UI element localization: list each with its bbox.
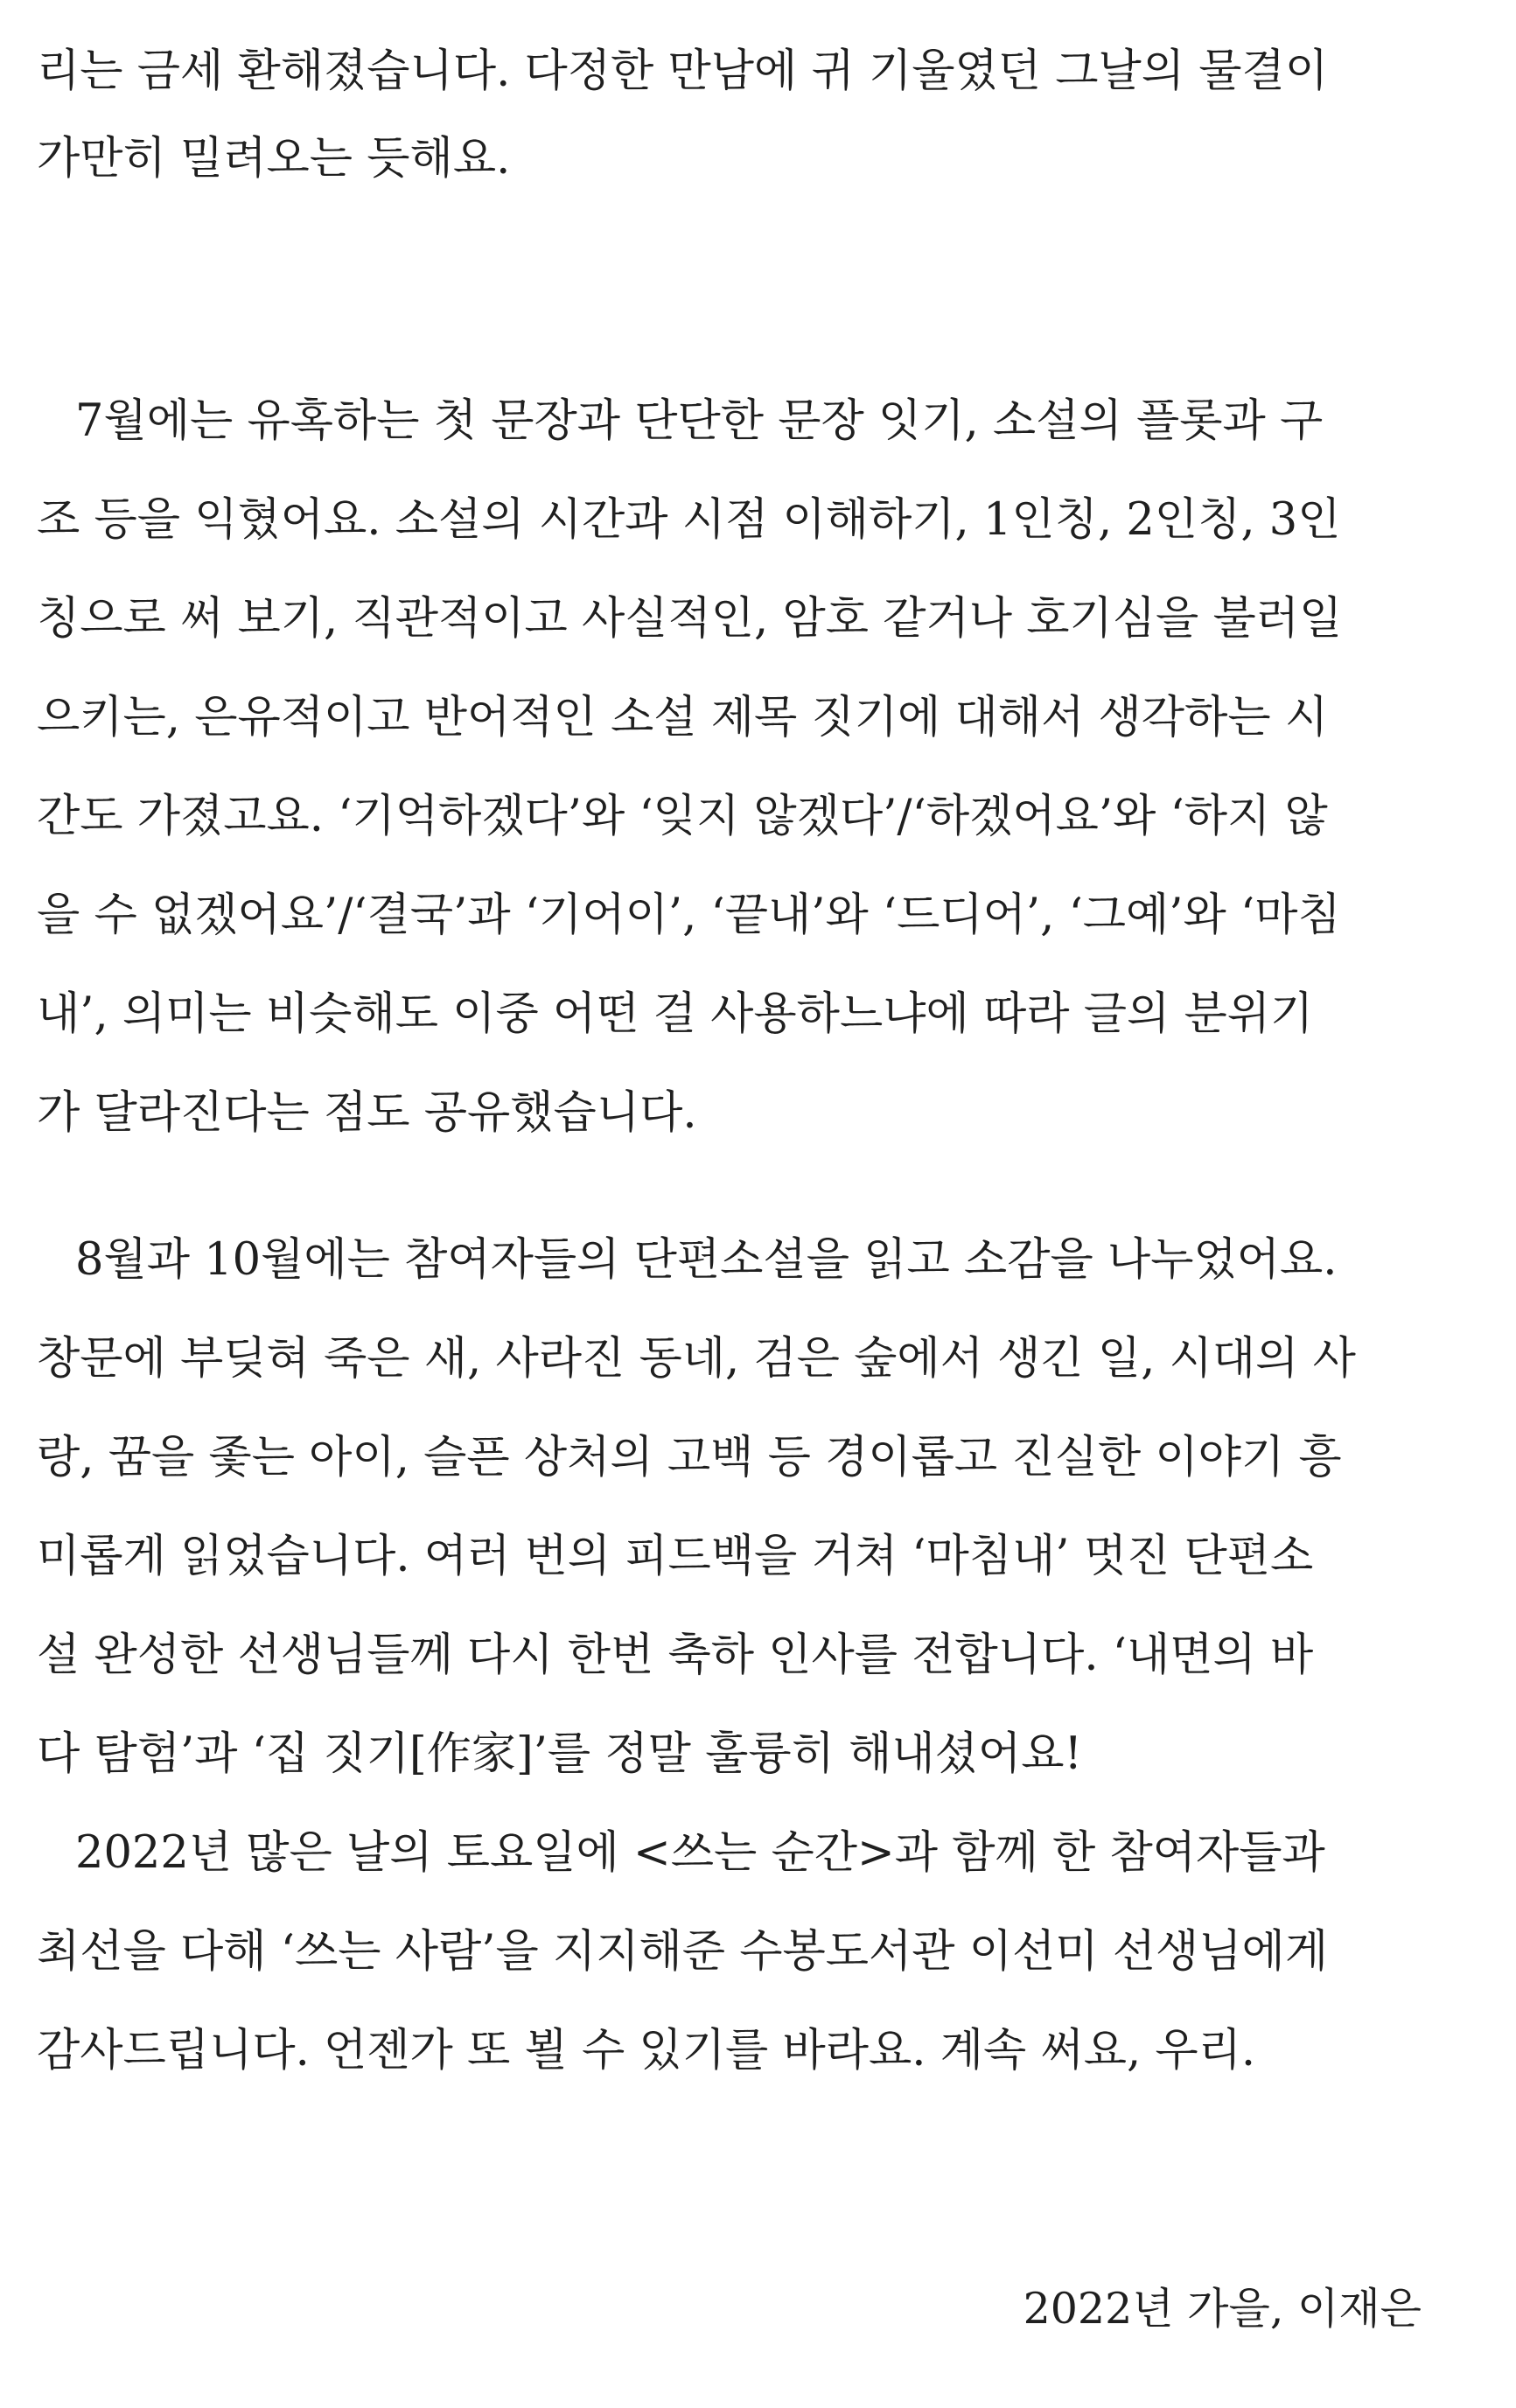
text-line: 리는 금세 환해졌습니다. 다정한 만남에 귀 기울였던 그날의 물결이: [37, 45, 1329, 97]
paragraph-start-line: 2022년 많은 날의 토요일에 <쓰는 순간>과 함께 한 참여자들과: [75, 1827, 1325, 1879]
text-line: 창문에 부딪혀 죽은 새, 사라진 동네, 검은 숲에서 생긴 일, 시대의 사: [37, 1333, 1356, 1385]
text-line: 가 달라진다는 점도 공유했습니다.: [37, 1087, 697, 1139]
text-line: 칭으로 써 보기, 직관적이고 사실적인, 암호 같거나 호기심을 불러일: [37, 593, 1343, 645]
text-line: 을 수 없겠어요’/‘결국’과 ‘기어이’, ‘끝내’와 ‘드디어’, ‘그예’와 ‘마침: [37, 890, 1341, 941]
text-line: 조 등을 익혔어요. 소설의 시간과 시점 이해하기, 1인칭, 2인칭, 3인: [37, 494, 1341, 546]
text-line: 감사드립니다. 언젠가 또 뵐 수 있기를 바라요. 계속 써요, 우리.: [37, 2025, 1256, 2076]
paragraph-start-line: 7월에는 유혹하는 첫 문장과 단단한 문장 잇기, 소설의 플롯과 구: [75, 395, 1324, 447]
paragraph-start-line: 8월과 10월에는 참여자들의 단편소설을 읽고 소감을 나누었어요.: [75, 1234, 1338, 1286]
signature: 2022년 가을, 이재은: [1023, 2284, 1422, 2334]
text-line: 으키는, 은유적이고 반어적인 소설 제목 짓기에 대해서 생각하는 시: [37, 692, 1329, 743]
text-line: 내’, 의미는 비슷해도 이중 어떤 걸 사용하느냐에 따라 글의 분위기: [37, 988, 1314, 1040]
text-line: 다 탐험’과 ‘집 짓기[作家]’를 정말 훌륭히 해내셨어요!: [37, 1728, 1082, 1780]
text-line: 간도 가졌고요. ‘기억하겠다’와 ‘잊지 않겠다’/‘하겠어요’와 ‘하지 않: [37, 791, 1328, 842]
text-line: 설 완성한 선생님들께 다시 한번 축하 인사를 전합니다. ‘내면의 바: [37, 1630, 1314, 1681]
text-line: 미롭게 읽었습니다. 여러 번의 피드백을 거쳐 ‘마침내’ 멋진 단편소: [37, 1531, 1314, 1582]
text-line: 랑, 꿈을 좇는 아이, 슬픈 상처의 고백 등 경이롭고 진실한 이야기 흥: [37, 1432, 1342, 1483]
text-line: 최선을 다해 ‘쓰는 사람’을 지지해준 수봉도서관 이선미 선생님에게: [37, 1926, 1329, 1978]
text-line: 가만히 밀려오는 듯해요.: [37, 133, 511, 185]
